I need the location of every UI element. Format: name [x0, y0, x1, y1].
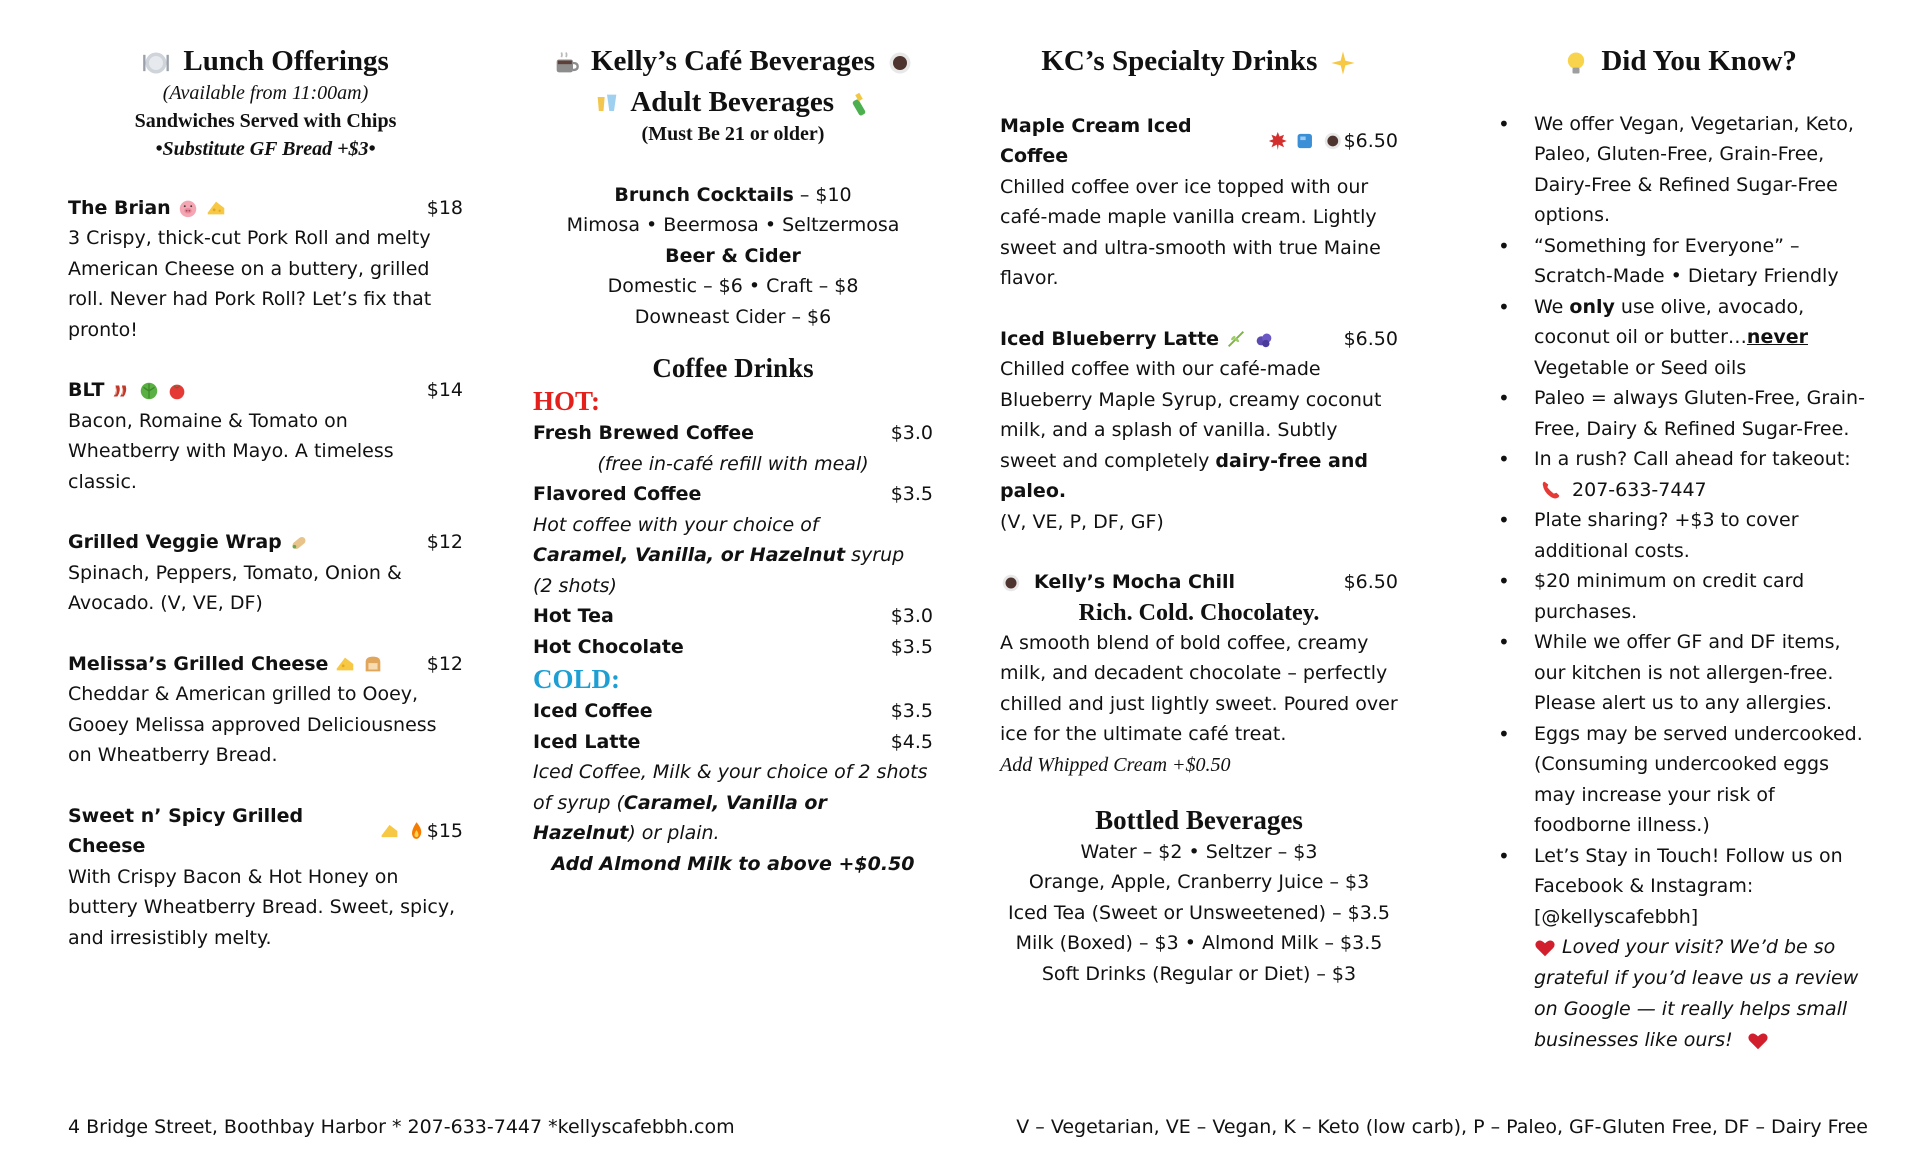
fact-item: • “Something for Everyone” – Scratch-Made • Dietary Friendly — [1534, 231, 1867, 292]
champagne-icon — [845, 90, 873, 118]
menu-item-sweet-n-spicy-grilled-cheese — [68, 801, 463, 954]
item-price: $6.50 — [1343, 327, 1398, 350]
beverages-title: Kelly’s Café Beverages — [533, 44, 933, 79]
beer-prices: Domestic – $6 • Craft – $8 — [607, 275, 859, 298]
bread-icon — [362, 653, 384, 675]
bottled-beverages-title: Bottled Beverages — [1095, 805, 1303, 836]
ice-cube-icon — [1294, 130, 1316, 152]
bottled-line: Soft Drinks (Regular or Diet) – $3 — [1041, 962, 1357, 985]
menu-item-blt — [68, 375, 463, 497]
burrito-icon — [288, 532, 310, 554]
hot-label: HOT: — [533, 386, 600, 417]
bacon-icon — [110, 380, 132, 402]
drinks-icon — [593, 90, 621, 118]
fresh-brewed-coffee: Fresh Brewed Coffee $3.0 — [533, 422, 933, 445]
item-name: Sweet n’ Spicy Grilled Cheese — [68, 804, 304, 858]
fact-item: • Let’s Stay in Touch! Follow us on Facebook & Instagram: [@kellyscafebbh] — [1534, 841, 1867, 933]
flavored-note: Hot coffee with your choice of Caramel, Vanilla, or Hazelnut syrup (2 shots) — [533, 513, 905, 597]
fact-item: • $20 minimum on credit card purchases. — [1534, 566, 1867, 627]
mocha-tagline: Rich. Cold. Chocolatey. — [1078, 599, 1320, 626]
lunch-column — [68, 0, 463, 953]
facts-title: Did You Know? — [1492, 44, 1867, 79]
item-price: $6.50 — [1343, 571, 1398, 594]
telephone-icon — [1540, 479, 1562, 501]
bottled-line: Water – $2 • Seltzer – $3 — [1080, 840, 1318, 863]
footer-diet-legend: V – Vegetarian, VE – Vegan, K – Keto (low carb), P – Paleo, GF-Gluten Free, DF – Dairy Free — [1016, 1116, 1868, 1138]
herb-icon — [1225, 328, 1247, 350]
hot-tea: Hot Tea $3.0 — [533, 605, 933, 628]
fact-item: • In a rush? Call ahead for takeout: 207-633-7447 — [1534, 444, 1867, 505]
coffee-cup-icon — [552, 49, 580, 77]
cold-label: COLD: — [533, 664, 620, 695]
item-description: A smooth blend of bold coffee, creamy milk, and decadent chocolate – perfectly chilled and just lightly sweet. Poured over ice for the ultimate café treat. — [1000, 631, 1398, 746]
item-name: Melissa’s Grilled Cheese — [68, 652, 329, 675]
brunch-cocktails: Brunch Cocktails – $10 — [614, 183, 852, 206]
item-price: $12 — [426, 652, 463, 675]
fact-item: • Paleo = always Gluten-Free, Grain-Free, Dairy & Refined Sugar-Free. — [1534, 383, 1867, 444]
bottled-line: Iced Tea (Sweet or Unsweetened) – $3.5 — [1008, 901, 1390, 924]
bean-icon — [886, 49, 914, 77]
cheese-icon — [334, 653, 356, 675]
footer-address: 4 Bridge Street, Boothbay Harbor * 207-633-7447 *kellyscafebbh.com — [68, 1116, 735, 1138]
fact-item: • Plate sharing? +$3 to cover additional costs. — [1534, 505, 1867, 566]
lunch-availability: (Available from 11:00am) — [162, 81, 369, 104]
phone-line — [1540, 479, 1707, 501]
menu-item-grilled-veggie-wrap — [68, 527, 463, 619]
beverages-column — [533, 0, 933, 879]
fact-item: • We only use olive, avocado, coconut oil or butter…never Vegetable or Seed oils — [1534, 292, 1867, 384]
item-price: $6.50 — [1343, 130, 1398, 153]
bean-icon — [1322, 130, 1344, 152]
lunch-title: Lunch Offerings — [68, 44, 463, 79]
fact-item: • We offer Vegan, Vegetarian, Keto, Paleo, Gluten-Free, Grain-Free, Dairy-Free & Refined Sugar-Free options. — [1534, 109, 1867, 231]
iced-latte: Iced Latte $4.5 — [533, 730, 933, 753]
menu-item-melissas-grilled-cheese — [68, 649, 463, 771]
sparkle-icon — [1329, 49, 1357, 77]
latte-note: Iced Coffee, Milk & your choice of 2 shots of syrup (Caramel, Vanilla or Hazelnut) or plain. — [533, 761, 928, 845]
coffee-drinks-title: Coffee Drinks — [652, 353, 814, 384]
item-name: BLT — [68, 379, 105, 402]
lightbulb-icon — [1562, 49, 1590, 77]
refill-note: (free in-café refill with meal) — [597, 452, 869, 475]
fact-item: • While we offer GF and DF items, our kitchen is not allergen-free. Please alert us to any allergies. — [1534, 627, 1867, 719]
whipped-cream-addon: Add Whipped Cream +$0.50 — [1000, 753, 1231, 776]
item-price: $18 — [426, 196, 463, 219]
specialty-iced-blueberry-latte: Iced Blueberry Latte $6.50 Chilled coffee with our café-made Blueberry Maple Syrup, creamy coconut milk, and a splash of vanilla. Subtly sweet and completely dairy-free and paleo. (V, VE, P, DF, GF) — [1000, 324, 1398, 538]
maple-leaf-icon — [1267, 130, 1289, 152]
brunch-list: Mimosa • Beermosa • Seltzermosa — [566, 214, 900, 237]
review-note: Loved your visit? We’d be so grateful if you’d leave us a review on Google — it really helps small businesses like ours! — [1534, 936, 1859, 1052]
cider-price: Downeast Cider – $6 — [634, 305, 832, 328]
lettuce-icon — [138, 380, 160, 402]
item-diet-tags: (V, VE, P, DF, GF) — [1000, 510, 1164, 533]
item-description: Spinach, Peppers, Tomato, Onion & Avocado. (V, VE, DF) — [68, 561, 402, 615]
beer-cider-label: Beer & Cider — [665, 244, 801, 267]
bottled-line: Milk (Boxed) – $3 • Almond Milk – $3.5 — [1015, 932, 1383, 955]
facts-column — [1492, 0, 1867, 1056]
fact-item: • Eggs may be served undercooked. (Consuming undercooked eggs may increase your risk of foodborne illness.) — [1534, 719, 1867, 841]
tomato-icon — [166, 380, 188, 402]
item-description: Chilled coffee over ice topped with our café-made maple vanilla cream. Lightly sweet and ultra-smooth with true Maine flavor. — [1000, 175, 1381, 290]
facts-list — [1492, 109, 1867, 933]
item-price: $14 — [426, 379, 463, 402]
almond-milk-note: Add Almond Milk to above +$0.50 — [551, 852, 915, 875]
specialty-mocha-chill: Kelly’s Mocha Chill $6.50 Rich. Cold. Chocolatey. A smooth blend of bold coffee, creamy milk, and decadent chocolate – perfectly chilled and just lightly sweet. Poured over ice for the ultimate café treat. Add Whipped Cream +$0.50 — [1000, 567, 1398, 780]
cheese-icon — [205, 197, 227, 219]
cheese-icon — [379, 820, 400, 842]
blueberries-icon — [1253, 328, 1275, 350]
item-description: With Crispy Bacon & Hot Honey on buttery Wheatberry Bread. Sweet, spicy, and irresistibly melty. — [68, 865, 456, 949]
item-description: Cheddar & American grilled to Ooey, Gooey Melissa approved Deliciousness on Wheatberry Bread. — [68, 683, 437, 767]
specialty-title: KC’s Specialty Drinks — [1000, 44, 1398, 79]
item-price: $15 — [426, 820, 463, 843]
lunch-gf-note: •Substitute GF Bread +$3• — [155, 137, 376, 160]
item-description: Bacon, Romaine & Tomato on Wheatberry with Mayo. A timeless classic. — [68, 409, 394, 493]
specialty-column — [1000, 0, 1398, 989]
adult-beverages-title: Adult Beverages — [533, 85, 933, 120]
hot-chocolate: Hot Chocolate $3.5 — [533, 635, 933, 658]
flavored-coffee: Flavored Coffee $3.5 — [533, 483, 933, 506]
pig-icon — [177, 197, 199, 219]
iced-coffee: Iced Coffee $3.5 — [533, 700, 933, 723]
fire-icon — [406, 820, 427, 842]
heart-icon — [1747, 1030, 1769, 1052]
item-description: 3 Crispy, thick-cut Pork Roll and melty American Cheese on a buttery, grilled roll. Never had Pork Roll? Let’s fix that pronto! — [68, 227, 432, 341]
phone-number[interactable]: 207-633-7447 — [1572, 478, 1707, 501]
bottled-line: Orange, Apple, Cranberry Juice – $3 — [1028, 871, 1370, 894]
menu-item-the-brian — [68, 193, 463, 346]
age-note: (Must Be 21 or older) — [641, 122, 825, 145]
bean-icon — [1000, 572, 1022, 594]
lunch-served-with: Sandwiches Served with Chips — [134, 109, 397, 132]
item-name: The Brian — [68, 196, 171, 219]
item-name: Grilled Veggie Wrap — [68, 531, 282, 554]
specialty-maple-cream: Maple Cream Iced Coffee $6.50 Chilled coffee over ice topped with our café-made maple vanilla cream. Lightly sweet and ultra-smooth with true Maine flavor. — [1000, 111, 1398, 294]
heart-icon — [1534, 937, 1556, 959]
plate-icon — [142, 49, 170, 77]
item-description: Chilled coffee with our café-made Blueberry Maple Syrup, creamy coconut milk, and a splash of vanilla. Subtly sweet and completely dairy-free and paleo. — [1000, 358, 1382, 503]
item-price: $12 — [426, 531, 463, 554]
